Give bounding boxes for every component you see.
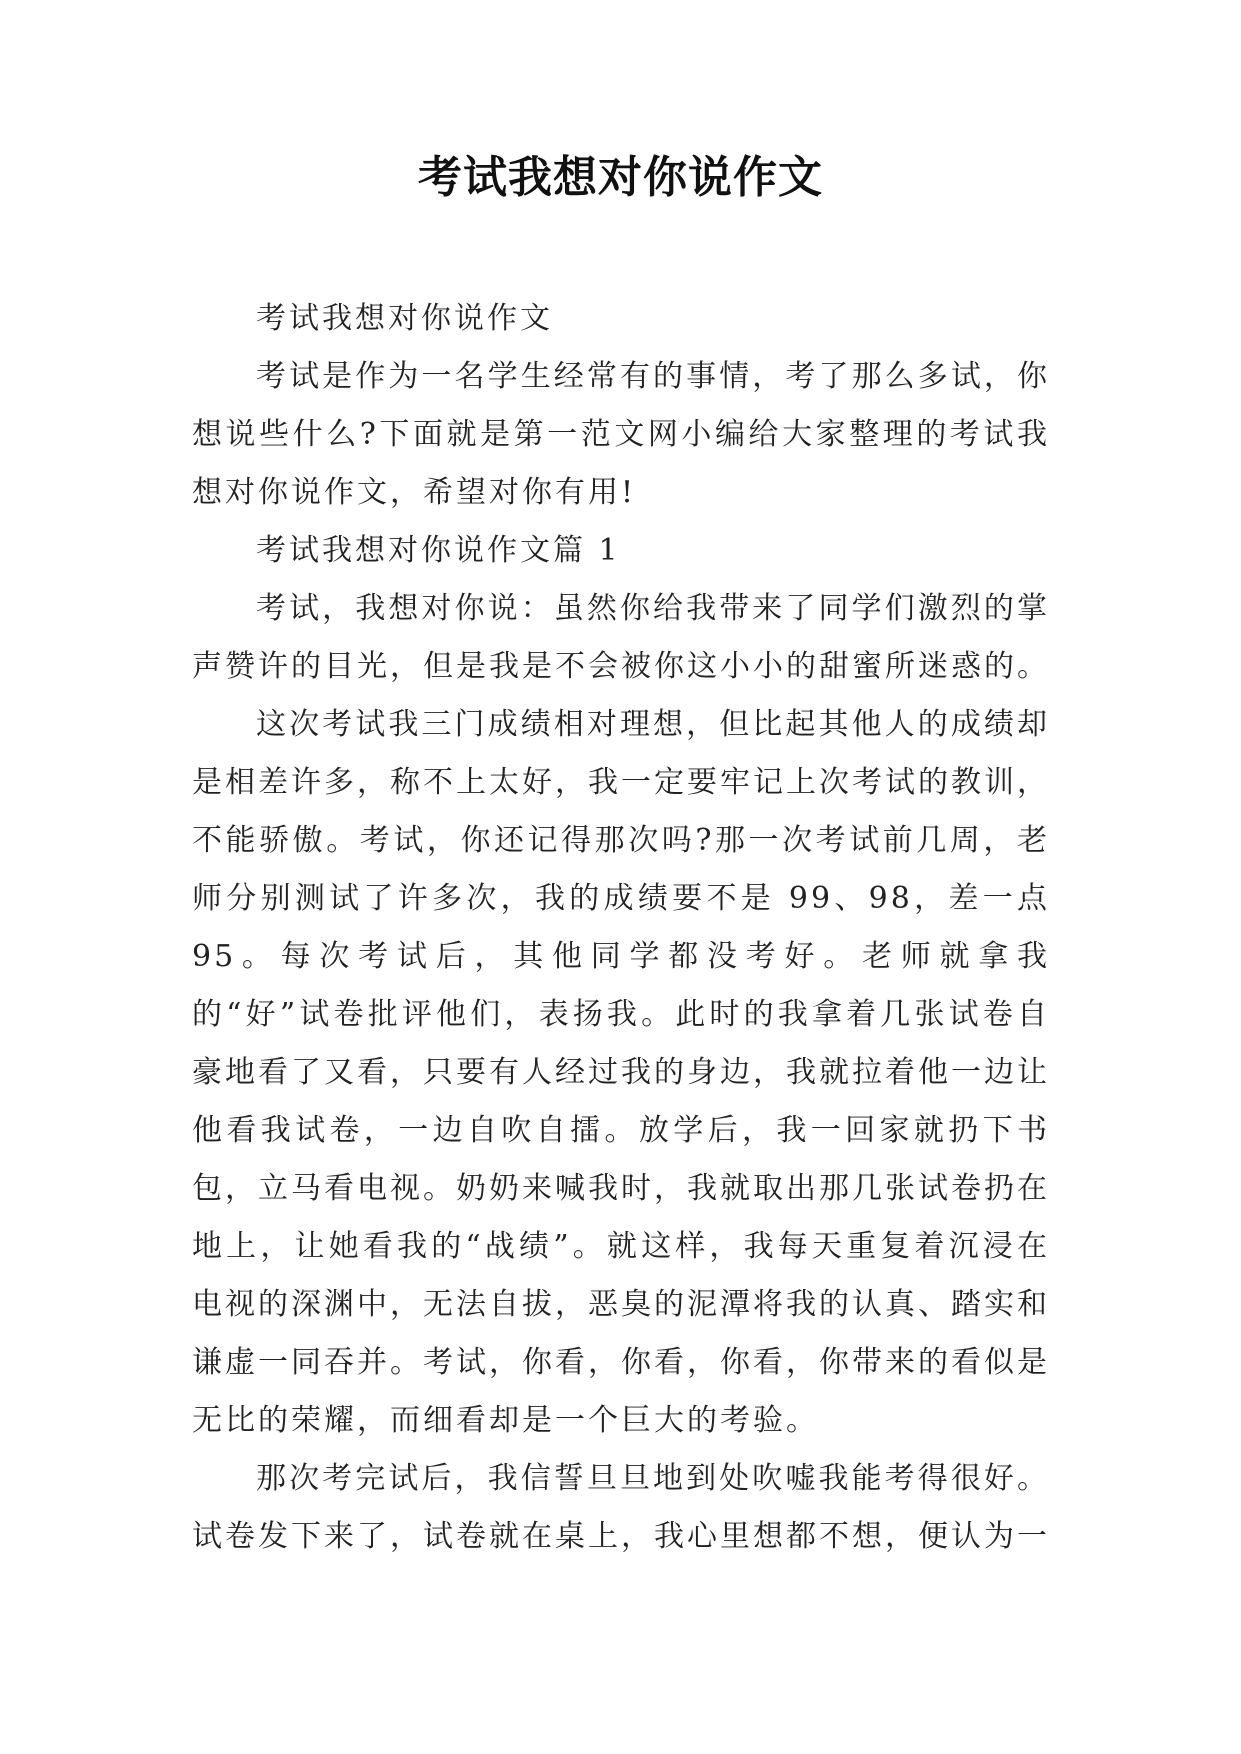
document-title: 考试我想对你说作文 — [418, 152, 823, 203]
paragraph: 考试是作为一名学生经常有的事情，考了那么多试，你想说些什么?下面就是第一范文网小编给大家整理的考试我想对你说作文，希望对你有用! — [192, 359, 1050, 510]
paragraph: 那次考完试后，我信誓旦旦地到处吹嘘我能考得很好。试卷发下来了，试卷就在桌上，我心里想都不想，便认为一 — [192, 1461, 1050, 1554]
paragraph: 考试我想对你说作文篇 1 — [256, 533, 621, 568]
document-body — [192, 290, 1050, 1566]
paragraph: 这次考试我三门成绩相对理想，但比起其他人的成绩却是相差许多，称不上太好，我一定要牢记上次考试的教训，不能骄傲。考试，你还记得那次吗?那一次考试前几周，老师分别测试了许多次，我的成绩要不是 99、98，差一点 95。每次考试后，其他同学都没考好。老师就拿我的“好”试卷批评他们，表扬我。此时的我拿着几张试卷自豪地看了又看，只要有人经过我的身边，我就拉着他一边让他看我试卷，一边自吹自擂。放学后，我一回家就扔下书包，立马看电视。奶奶来喊我时，我就取出那几张试卷扔在地上，让她看我的“战绩”。就这样，我每天重复着沉浸在电视的深渊中，无法自拔，恶臭的泥潭将我的认真、踏实和谦虚一同吞并。考试，你看，你看，你看，你带来的看似是无比的荣耀，而细看却是一个巨大的考验。 — [192, 707, 1050, 1438]
paragraph: 考试我想对你说作文 — [256, 301, 553, 336]
paragraph: 考试，我想对你说：虽然你给我带来了同学们激烈的掌声赞许的目光，但是我是不会被你这小小的甜蜜所迷惑的。 — [192, 591, 1050, 684]
